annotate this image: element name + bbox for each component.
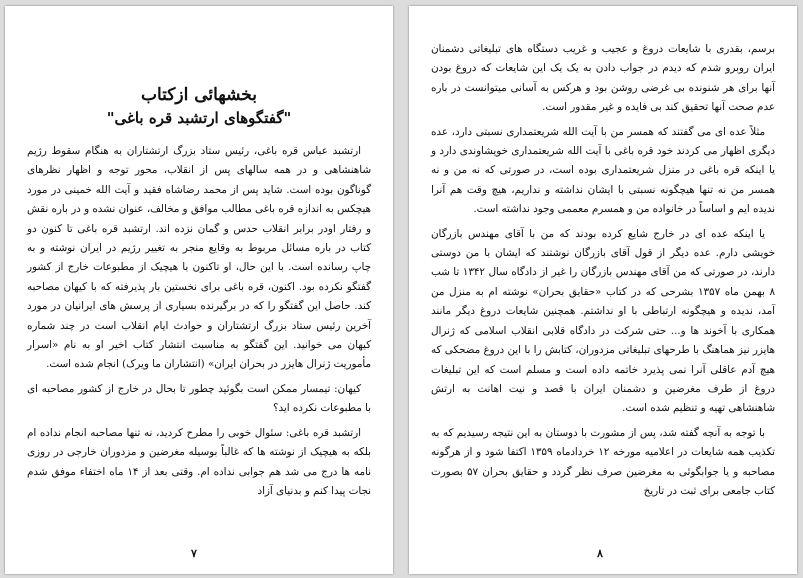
book-excerpt-subtitle: "گفتگوهای ارتشبد قره باغی": [106, 109, 292, 127]
intro-paragraph: ارتشبد عباس قره باغی، رئیس ستاد بزرگ ارتشتاران به هنگام سقوط رژیم شاهنشاهی و در همه سالهای پس از انقلاب، محور توجه و اظهار نظرهای گوناگون بوده است. شاید پس از محمد رضاشاه فقید و آیت الله خمینی در مورد هیچکس به اندازه قره باغی مطالب موافق و مخالف، عنوان نشده و در باره نقش و رفتار اودر برابر انقلاب حدس و گمان نزده اند. ارتشبد قره باغی تا کنون دو کتاب در باره مسائل مربوط به وقایع منجر به تغییر رژیم در ایران نوشته و به چاپ رسانده است. با این حال، او تاکنون با هیچیک از مطبوعات خارج از کشور گفتگو نکرده بود. اکنون، قره باغی برای نخستین بار پذیرفته که با کیهان مصاحبه کند. حاصل این گفتگو را که در برگیرنده بسیاری از پرسش های ایرانیان در مورد آخرین رئیس ستاد بزرگ ارتشتاران و حوادث ایام انقلاب است در چند شماره کیهان می خوانید. این گفتگو به مناسبت انتشار کتاب اخیر او به نام «اسرار مأموریت ژنرال هایزر در بحران ایران» (انتشاران ما ویرک) انجام شده است.: [27, 145, 371, 371]
left-page: [5, 6, 393, 574]
gharabaghi-answer: ارتشبد قره باغی: سئوال خوبی را مطرح کردید، نه تنها مصاحبه انجام نداده ام بلکه به هیچیک از نوشته ها که غالباً بوسیله مغرضین و مزدوران خارجی در روزی نامه ها درج می شد هم جوابی نداده ام. وقتی بعد از ۱۴ ماه اختفاء موفق شدم نجات پیدا کنم و بدنیای آزاد: [27, 426, 371, 497]
left-page-content: [27, 84, 371, 506]
paragraph-2: مثلاً عده ای می گفتند که همسر من با آیت الله شریعتمداری نسبتی دارد، عده دیگری اظهار می کردند خود قره باغی با آیت الله شریعتمداری خویشاوندی دارد و یا اینکه قره باغی در منزل شریعتمداری بوده است، در صورتی که نه من و نه همسر من نه تنها هیچگونه نسبتی با ایشان نداشته و نداریم، هیچ وقت هم آنرا ندیده ایم و اساساً در خانواده من و همسرم معممی وجود نداشته است.: [431, 125, 775, 216]
paragraph-1: برسم، بقدری با شایعات دروغ و عجیب و غریب دستگاه های تبلیغاتی دشمنان ایران روبرو شدم که دیدم در جواب دادن به یک یک این شایعات که دروغ بودن آنها برای هر شنونده بی غرضی روشن بود و هرکس به آسانی میتوانست در باره عدم صحت آنها تحقیق کند بی فایده و غیر مقدور است.: [431, 43, 775, 114]
right-page-number: ۸: [597, 547, 603, 560]
paragraph-3: یا اینکه عده ای در خارج شایع کرده بودند که من با آقای مهندس بازرگان خویشی دارم. عده دیگر از قول آقای بازرگان نوشتند که ایشان با من دوستی دارند، در صورتی که من آقای مهندس بازرگان را غیر از دادگاه سال ۱۳۴۲ تا شب ۸ بهمن ماه ۱۳۵۷ بشرحی که در کتاب «حقایق بحران» نوشته ام به منزل من آمد، ندیده و هیچگونه ارتباطی با او نداشتم. همچنین شایعات دروغ دیگر مانند همکاری با آخوند ها و... حتی شرکت در دادگاه قلابی انقلاب اسلامی که ژنرال هایزر نیز هماهنگ با طرحهای تبلیغاتی مزدوران، کتابش را با این دروغ مضحکی که هیچ آدم عاقلی آنرا نمی پذیرد خاتمه داده است و مسلم است که این تبلیغات دروغ از طرف مغرضین و دشمنان ایران با قصد و نیت اهانت به ارتش شاهنشاهی تهیه و تنظیم شده است.: [431, 227, 775, 415]
kayhan-question: کیهان: تیمسار ممکن است بگوئید چطور تا بحال در خارج از کشور مصاحبه ای با مطبوعات نکرده اید؟: [27, 382, 371, 415]
right-page-content: [431, 40, 775, 506]
book-excerpt-title: بخشهائی ازکتاب: [140, 85, 258, 105]
paragraph-4: با توجه به آنچه گفته شد، پس از مشورت با دوستان به این نتیجه رسیدیم که به تکذیب همه شایعات در اعلامیه مورخه ۱۲ خردادماه ۱۳۵۹ اکتفا شود و از هرگونه مصاحبه و یا جوابگوئی به مغرضین صرف نظر گردد و حقایق بحران ۵۷ بصورت کتاب جامعی برای ثبت در تاریخ: [431, 426, 776, 497]
right-page: [409, 6, 797, 574]
left-page-number: ۷: [191, 547, 197, 560]
